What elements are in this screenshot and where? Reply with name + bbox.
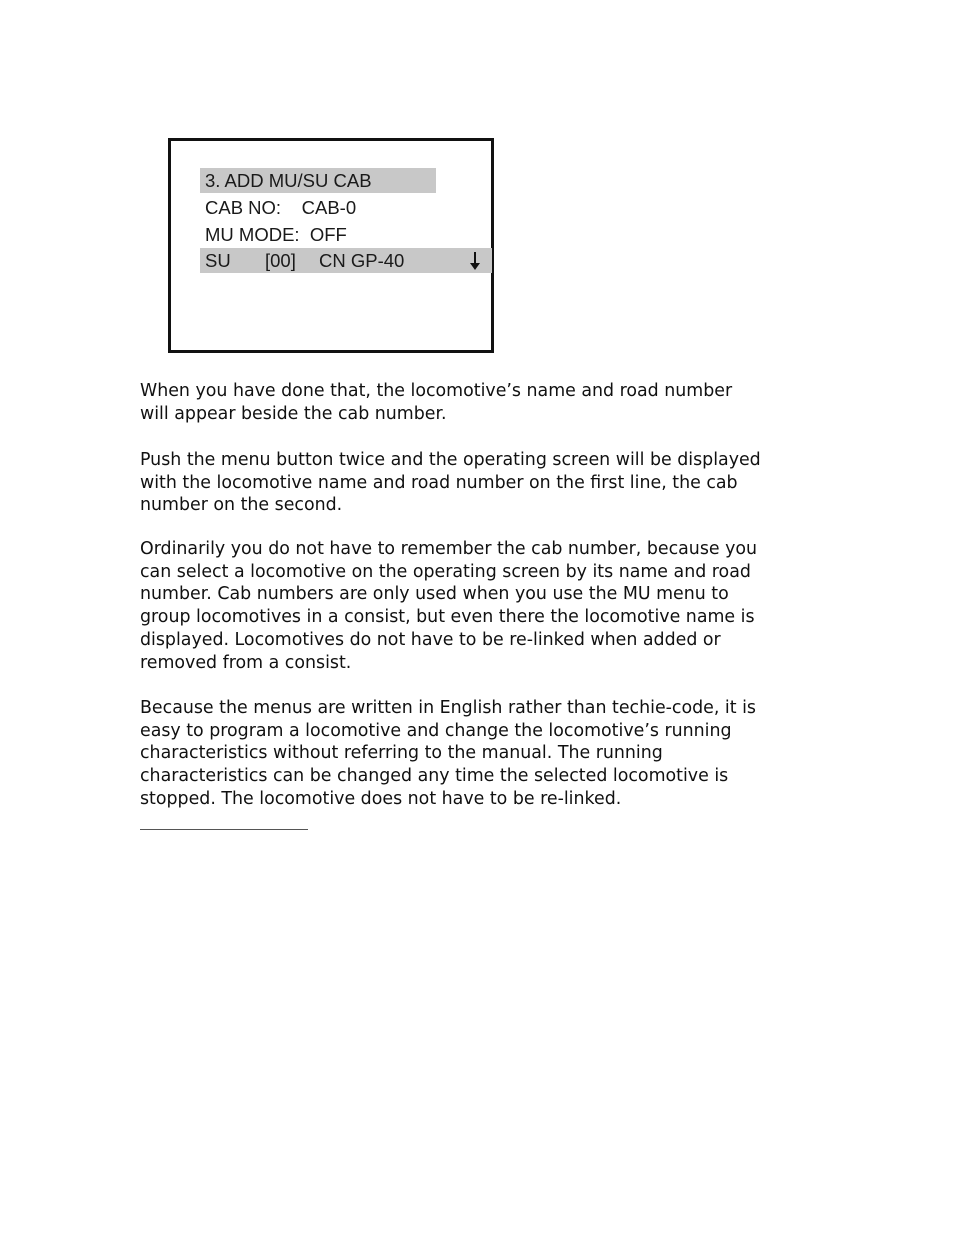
footnote-separator [140, 829, 308, 830]
text-line: removed from a consist. [140, 652, 352, 673]
paragraph-cab-numbers [140, 538, 820, 674]
paragraph-appearance [140, 380, 820, 425]
paragraph-operating-screen [140, 449, 820, 517]
text-line: with the locomotive name and road number on the first line, the cab [140, 472, 738, 493]
text-line: characteristics can be changed any time the selected locomotive is [140, 766, 729, 787]
text-line: can select a locomotive on the operating screen by its name and road [140, 561, 751, 582]
text-line: characteristics without referring to the manual. The running [140, 743, 663, 764]
text-line: will appear beside the cab number. [140, 403, 447, 424]
lcd-mu-mode-line: MU MODE: OFF [205, 224, 347, 245]
text-line: Push the menu button twice and the operating screen will be displayed [140, 450, 761, 470]
text-line: easy to program a locomotive and change the locomotive’s running [140, 720, 732, 741]
lcd-cab-number-line: CAB NO: CAB-0 [205, 197, 357, 218]
text-line: stopped. The locomotive does not have to be re-linked. [140, 788, 622, 809]
paragraph-menus-english [140, 697, 820, 811]
lcd-menu-title: 3. ADD MU/SU CAB [200, 168, 436, 193]
lcd-su-number: [00] [265, 250, 296, 271]
text-line: displayed. Locomotives do not have to be re-linked when added or [140, 629, 721, 650]
text-line: number. Cab numbers are only used when you use the MU menu to [140, 584, 729, 605]
lcd-screen-figure [168, 138, 494, 353]
lcd-su-selection-row [200, 248, 492, 273]
text-line: group locomotives in a consist, but even there the locomotive name is [140, 607, 755, 628]
down-arrow-icon [468, 251, 482, 271]
text-line: Because the menus are written in English rather than techie-code, it is [140, 698, 756, 718]
lcd-su-locomotive-name: CN GP-40 [319, 250, 405, 271]
text-line: Ordinarily you do not have to remember the cab number, because you [140, 539, 758, 559]
lcd-su-type: SU [205, 250, 231, 271]
text-line: number on the second. [140, 495, 343, 516]
text-line: When you have done that, the locomotive’s name and road number [140, 381, 733, 401]
